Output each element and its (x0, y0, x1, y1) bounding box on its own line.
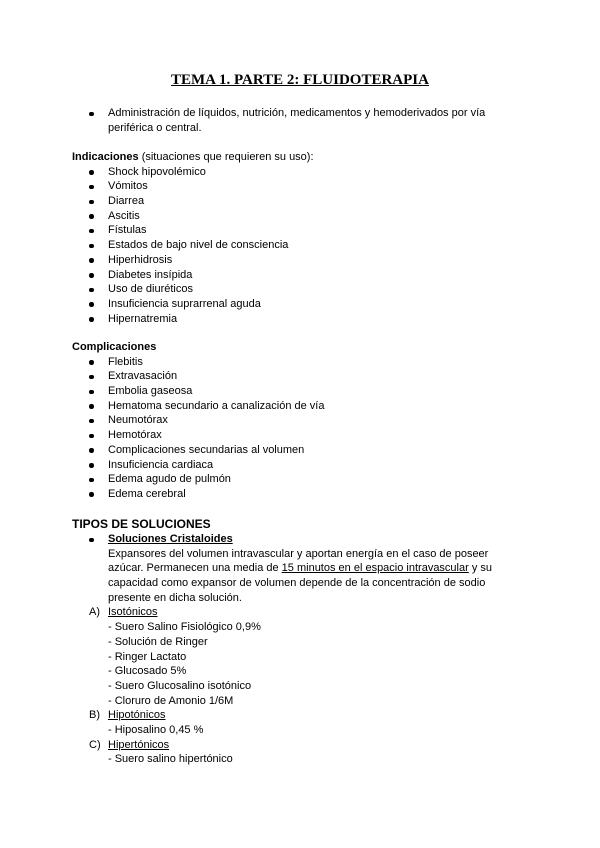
hipertonicos-header (0, 738, 600, 753)
list-item: - Solución de Ringer (108, 635, 208, 648)
list-item: Insuficiencia cardiaca (0, 458, 600, 473)
list-item: - Hiposalino 0,45 % (108, 723, 204, 736)
hipertonicos-label: Hipertónicos (108, 738, 170, 751)
isotonicos-label: Isotónicos (108, 606, 158, 619)
tipos-heading: TIPOS DE SOLUCIONES (72, 517, 211, 531)
list-item: Ascitis (0, 209, 600, 224)
list-item: Hematoma secundario a canalización de vía (0, 399, 600, 414)
cristaloides-text-4: presente en dicha solución. (108, 591, 242, 604)
list-item: Uso de diuréticos (0, 282, 600, 297)
page-title: TEMA 1. PARTE 2: FLUIDOTERAPIA (171, 72, 429, 88)
cristaloides-text-2-underlined: 15 minutos en el espacio intravascular (281, 562, 469, 575)
list-item: Shock hipovolémico (0, 165, 600, 180)
intro-line-2: periférica o central. (108, 121, 202, 134)
list-item: Estados de bajo nivel de consciencia (0, 238, 600, 253)
list-item: Embolia gaseosa (0, 384, 600, 399)
list-item: - Suero salino hipertónico (108, 753, 233, 766)
list-item: Vómitos (0, 179, 600, 194)
list-item: Edema agudo de pulmón (0, 472, 600, 487)
cristaloides-label: Soluciones Cristaloides (0, 532, 600, 547)
cristaloides-text-2 (0, 561, 600, 576)
hipertonicos-marker: C) (89, 738, 101, 751)
indicaciones-section (0, 150, 600, 326)
list-item: Flebitis (0, 355, 600, 370)
hipotonicos-label: Hipotónicos (108, 709, 166, 722)
list-item: Diabetes insípida (0, 268, 600, 283)
list-item: Extravasación (0, 369, 600, 384)
isotonicos-marker: A) (89, 606, 100, 619)
list-item: - Cloruro de Amonio 1/6M (108, 694, 234, 707)
hipotonicos-marker: B) (89, 709, 100, 722)
cristaloides-text-3: capacidad como expansor de volumen depende de la concentración de sodio (108, 577, 486, 590)
list-item: - Suero Glucosalino isotónico (108, 679, 252, 692)
indicaciones-heading-line (0, 150, 600, 165)
intro-section (0, 106, 600, 135)
list-item: - Suero Salino Fisiológico 0,9% (108, 621, 261, 634)
list-item: - Glucosado 5% (108, 665, 187, 678)
cristaloides-text-2b: y su (468, 562, 493, 575)
complicaciones-section (0, 340, 600, 502)
list-item: Diarrea (0, 194, 600, 209)
list-item: Insuficiencia suprarrenal aguda (0, 297, 600, 312)
tipos-section (0, 516, 600, 767)
list-item: Hipernatremia (0, 312, 600, 327)
cristaloides-text-1: Expansores del volumen intravascular y aportan energía en el caso de poseer (108, 547, 489, 560)
list-item: Neumotórax (0, 413, 600, 428)
cristaloides-text-2a: azúcar. Permanecen una media de (108, 562, 282, 575)
list-item: Hemotórax (0, 428, 600, 443)
list-item: Hiperhidrosis (0, 253, 600, 268)
indicaciones-heading: Indicaciones (72, 151, 139, 163)
complicaciones-heading: Complicaciones (72, 341, 157, 353)
intro-line-1: Administración de líquidos, nutrición, medicamentos y hemoderivados por vía (0, 106, 600, 121)
indicaciones-note: (situaciones que requieren su uso): (138, 151, 314, 163)
hipotonicos-header (0, 708, 600, 723)
isotonicos-header (0, 605, 600, 620)
list-item: Complicaciones secundarias al volumen (0, 443, 600, 458)
list-item: Edema cerebral (0, 487, 600, 502)
list-item: Fístulas (0, 223, 600, 238)
list-item: - Ringer Lactato (108, 650, 187, 663)
